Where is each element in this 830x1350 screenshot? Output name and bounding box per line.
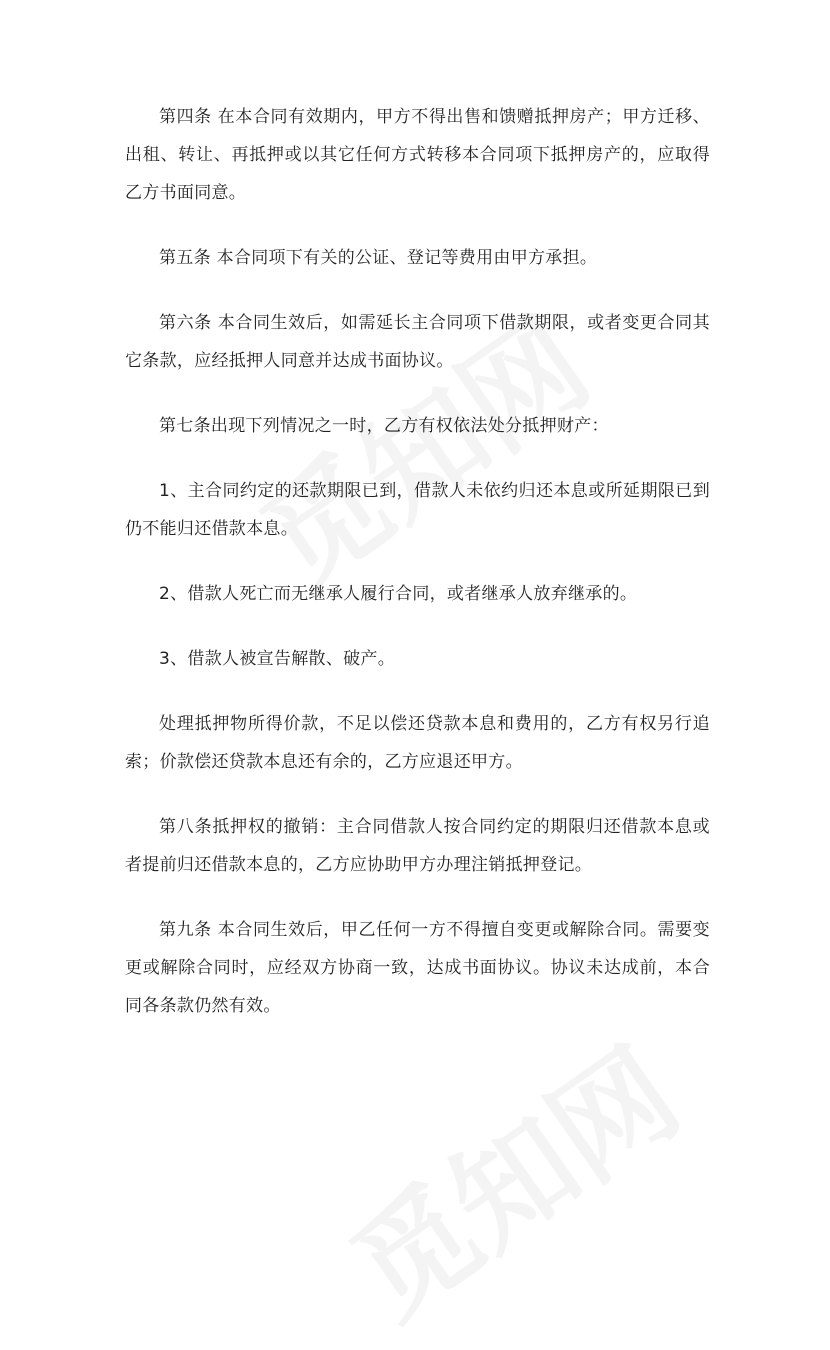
paragraph-item-3: 3、借款人被宣告解散、破产。 (159, 649, 396, 669)
document-body (125, 98, 710, 1052)
paragraph-disposal: 处理抵押物所得价款，不足以偿还贷款本息和费用的，乙方有权另行追索；价款偿还贷款本息还有余的，乙方应退还甲方。 (125, 714, 710, 772)
paragraph-article-7: 第七条出现下列情况之一时，乙方有权依法处分抵押财产： (159, 416, 609, 436)
paragraph-article-4: 第四条 在本合同有效期内，甲方不得出售和馈赠抵押房产；甲方迁移、出租、转让、再抵押或以其它任何方式转移本合同项下抵押房产的，应取得乙方书面同意。 (125, 107, 710, 203)
paragraph-item-1: 1、主合同约定的还款期限已到，借款人未依约归还本息或所延期限已到仍不能归还借款本息。 (125, 481, 710, 539)
paragraph-article-8: 第八条抵押权的撤销：主合同借款人按合同约定的期限归还借款本息或者提前归还借款本息的，乙方应协助甲方办理注销抵押登记。 (125, 817, 710, 875)
paragraph-article-6: 第六条 本合同生效后，如需延长主合同项下借款期限，或者变更合同其它条款，应经抵押人同意并达成书面协议。 (125, 313, 710, 371)
paragraph-article-9: 第九条 本合同生效后，甲乙任何一方不得擅自变更或解除合同。需要变更或解除合同时，应经双方协商一致，达成书面协议。协议未达成前，本合同各条款仍然有效。 (125, 920, 710, 1016)
paragraph-item-2: 2、借款人死亡而无继承人履行合同，或者继承人放弃继承的。 (159, 584, 638, 604)
watermark (313, 1002, 707, 1349)
paragraph-article-5: 第五条 本合同项下有关的公证、登记等费用由甲方承担。 (159, 248, 598, 268)
